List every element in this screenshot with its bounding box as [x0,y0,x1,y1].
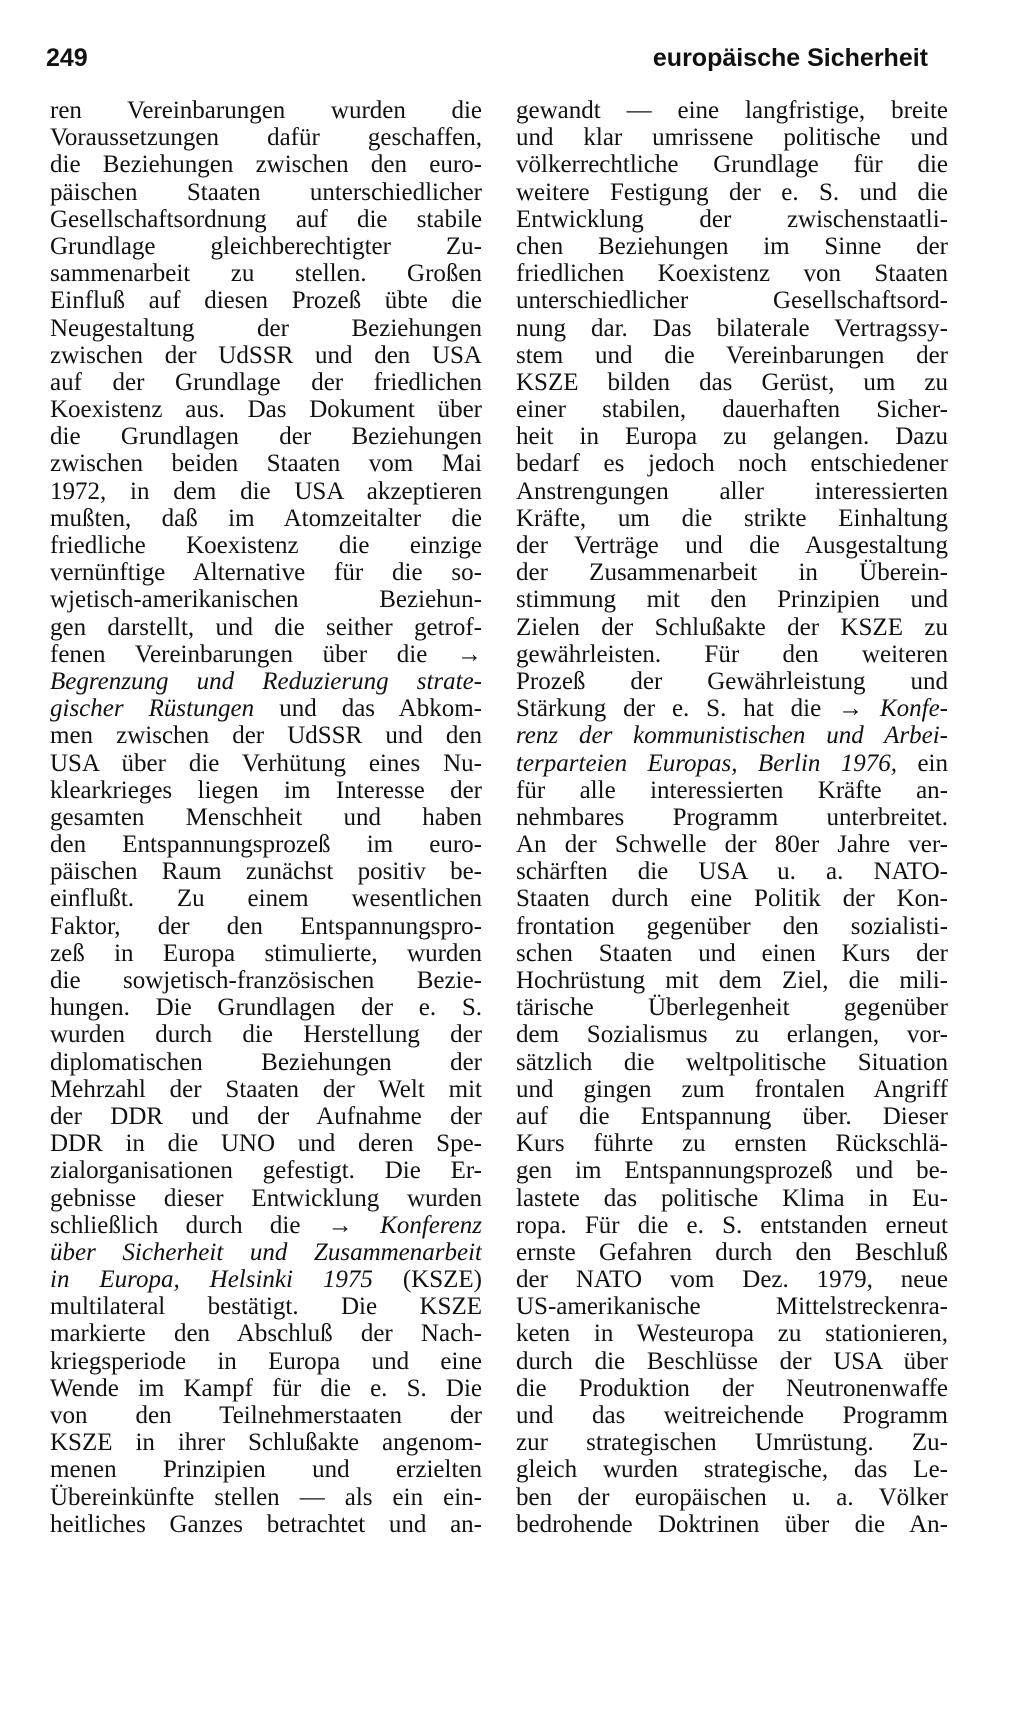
text-line: tärische Überlegenheit gegenüber [516,994,948,1022]
text-line-mixed [516,695,948,722]
text-line-mixed [50,1266,482,1293]
running-head: europäische Sicherheit [652,44,928,72]
text-line: Prozeß der Gewährleistung und [516,667,948,695]
text-line: einflußt. Zu einem wesentlichen [50,885,482,913]
text-line: bedrohende Doktrinen über die An- [516,1510,948,1538]
text-line: durch die Beschlüsse der USA über [516,1347,948,1375]
text-line: Hochrüstung mit dem Ziel, die mili- [516,967,948,994]
text-line: gleich wurden strategische, das Le- [516,1456,948,1484]
text-fragment: (KSZE) [372,1266,482,1294]
text-line: Wende im Kampf für die e. S. Die [50,1374,482,1402]
text-line: frontation gegenüber den sozialisti- [516,912,948,940]
text-line: unterschiedlicher Gesellschaftsord- [516,287,948,315]
text-line: US-amerikanische Mittelstreckenra- [516,1293,948,1321]
text-line: USA über die Verhütung eines Nu- [50,749,482,777]
text-line: die Grundlagen der Beziehungen [50,423,482,451]
italic-phrase: Konfe- [879,695,948,723]
text-line: Kräfte, um die strikte Einhaltung [516,504,948,532]
text-line: für alle interessierten Kräfte an- [516,776,948,804]
text-fragment: und das Abkom- [254,695,482,723]
text-line: wurden durch die Herstellung der [50,1021,482,1049]
text-line-italic: Begrenzung und Reduzierung strate- [50,667,482,695]
text-line: ernste Gefahren durch den Beschluß [516,1238,948,1266]
text-line: schärften die USA u. a. NATO- [516,858,948,886]
text-line: Übereinkünfte stellen — als ein ein- [50,1483,482,1511]
text-line: friedliche Koexistenz die einzige [50,532,482,559]
text-line: markierte den Abschluß der Nach- [50,1320,482,1348]
text-line: die Produktion der Neutronenwaffe [516,1374,948,1402]
text-line: auf der Grundlage der friedlichen [50,368,482,396]
page-number: 249 [46,44,88,72]
text-line-mixed [516,750,948,777]
text-fragment: ein [897,749,948,777]
text-line: ben der europäischen u. a. Völker [516,1483,948,1511]
text-line: den Entspannungsprozeß im euro- [50,831,482,859]
text-line: sätzlich die weltpolitische Situation [516,1048,948,1076]
text-line: Voraussetzungen dafür geschaffen, [50,124,482,152]
text-line: päischen Raum zunächst positiv be- [50,858,482,886]
text-line: fenen Vereinbarungen über die → [50,640,482,668]
text-line: schen Staaten und einen Kurs der [516,939,948,967]
text-line: stimmung mit den Prinzipien und [516,586,948,614]
text-line: Einfluß auf diesen Prozeß übte die [50,287,482,315]
text-line: gewährleisten. Für den weiteren [516,640,948,668]
italic-phrase: gischer Rüstungen [50,695,255,723]
text-line: die Beziehungen zwischen den euro- [50,151,482,179]
text-line: KSZE bilden das Gerüst, um zu [516,368,948,396]
text-line: nehmbares Programm unterbreitet. [516,803,948,831]
text-line: gewandt — eine langfristige, breite [516,97,948,124]
text-line: kriegsperiode in Europa und eine [50,1347,482,1375]
italic-phrase: in Europa, Helsinki 1975 [50,1266,373,1294]
text-line: gesamten Menschheit und haben [50,803,482,831]
text-line: der Verträge und die Ausgestaltung [516,532,948,559]
text-line: Faktor, der den Entspannungspro- [50,912,482,940]
text-line: Neugestaltung der Beziehungen [50,314,482,342]
text-line-italic: renz der kommunistischen und Arbei- [516,722,948,750]
text-line: DDR in die UNO und deren Spe- [50,1130,482,1158]
text-line: einer stabilen, dauerhaften Sicher- [516,396,948,424]
text-line: zwischen beiden Staaten vom Mai [50,450,482,478]
text-line: Koexistenz aus. Das Dokument über [50,396,482,424]
text-line: Grundlage gleichberechtigter Zu- [50,232,482,260]
text-line: bedarf es jedoch noch entschiedener [516,450,948,478]
text-line: 1972, in dem die USA akzeptieren [50,477,482,505]
text-line-mixed [50,1212,482,1239]
italic-phrase: terparteien Europas, Berlin 1976, [516,749,898,777]
text-line: multilateral bestätigt. Die KSZE [50,1293,482,1321]
text-line: sammenarbeit zu stellen. Großen [50,260,482,288]
text-fragment: schließlich durch die → [50,1211,381,1239]
text-line: wjetisch-amerikanischen Beziehun- [50,586,482,614]
text-line: friedlichen Koexistenz von Staaten [516,260,948,288]
text-line: ropa. Für die e. S. entstanden erneut [516,1211,948,1239]
text-line: men zwischen der UdSSR und den [50,722,482,750]
text-line: menen Prinzipien und erzielten [50,1456,482,1484]
right-column [516,97,948,1538]
text-line: der NATO vom Dez. 1979, neue [516,1266,948,1294]
text-line: An der Schwelle der 80er Jahre ver- [516,831,948,859]
text-line: und das weitreichende Programm [516,1402,948,1429]
text-line: gen im Entspannungsprozeß und be- [516,1157,948,1185]
text-line: lastete das politische Klima in Eu- [516,1184,948,1212]
text-line: völkerrechtliche Grundlage für die [516,151,948,179]
text-line: ren Vereinbarungen wurden die [50,97,482,124]
text-line: Kurs führte zu ernsten Rückschlä- [516,1130,948,1158]
text-line: mußten, daß im Atomzeitalter die [50,504,482,532]
text-line: Gesellschaftsordnung auf die stabile [50,205,482,233]
text-line-mixed [50,695,482,722]
text-fragment: Stärkung der e. S. hat die → [516,695,880,723]
text-line: zwischen der UdSSR und den USA [50,341,482,369]
text-line: gen darstellt, und die seither getrof- [50,613,482,641]
text-line: dem Sozialismus zu erlangen, vor- [516,1021,948,1049]
text-line: zialorganisationen gefestigt. Die Er- [50,1157,482,1185]
text-line: zur strategischen Umrüstung. Zu- [516,1429,948,1457]
page-header [46,36,928,76]
text-line: vernünftige Alternative für die so- [50,559,482,587]
text-line: Mehrzahl der Staaten der Welt mit [50,1075,482,1103]
text-line: heitliches Ganzes betrachtet und an- [50,1510,482,1538]
text-line: der Zusammenarbeit in Überein- [516,559,948,587]
text-line: KSZE in ihrer Schlußakte angenom- [50,1429,482,1457]
text-line: päischen Staaten unterschiedlicher [50,178,482,206]
left-column [50,97,482,1538]
text-line: nung dar. Das bilaterale Vertragssy- [516,314,948,342]
text-line: Staaten durch eine Politik der Kon- [516,885,948,913]
text-line: die sowjetisch-französischen Bezie- [50,967,482,994]
text-line: von den Teilnehmerstaaten der [50,1402,482,1429]
text-line: Zielen der Schlußakte der KSZE zu [516,613,948,641]
text-line: heit in Europa zu gelangen. Dazu [516,423,948,451]
text-line: chen Beziehungen im Sinne der [516,232,948,260]
text-line: diplomatischen Beziehungen der [50,1048,482,1076]
text-line: und klar umrissene politische und [516,124,948,152]
text-line: der DDR und der Aufnahme der [50,1102,482,1130]
text-line-italic: über Sicherheit und Zusammenarbeit [50,1238,482,1266]
text-line: auf die Entspannung über. Dieser [516,1102,948,1130]
text-line: klearkrieges liegen im Interesse der [50,776,482,804]
text-line: keten in Westeuropa zu stationieren, [516,1320,948,1348]
text-line: hungen. Die Grundlagen der e. S. [50,994,482,1022]
text-line: zeß in Europa stimulierte, wurden [50,939,482,967]
text-line: Entwicklung der zwischenstaatli- [516,205,948,233]
italic-phrase: Konferenz [380,1211,482,1239]
text-line: stem und die Vereinbarungen der [516,341,948,369]
text-line: gebnisse dieser Entwicklung wurden [50,1184,482,1212]
text-line: und gingen zum frontalen Angriff [516,1075,948,1103]
text-line: weitere Festigung der e. S. und die [516,178,948,206]
text-line: Anstrengungen aller interessierten [516,477,948,505]
